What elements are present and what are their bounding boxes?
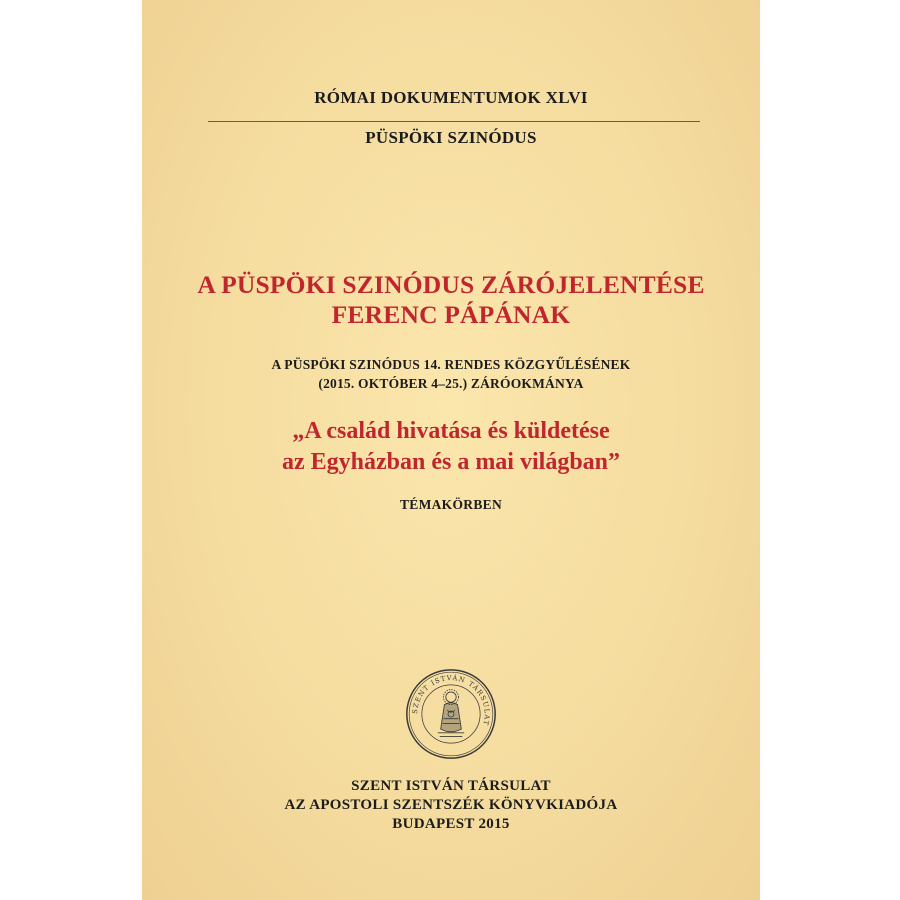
document-description-line-1: A PÜSPÖKI SZINÓDUS 14. RENDES KÖZGYŰLÉSÉNEK <box>271 357 631 372</box>
publisher-description: AZ APOSTOLI SZENTSZÉK KÖNYVKIADÓJA <box>284 797 618 813</box>
document-description-line-2: (2015. OKTÓBER 4–25.) ZÁRÓOKMÁNYA <box>318 376 584 391</box>
main-title <box>142 270 760 330</box>
header-divider <box>208 121 700 122</box>
theme-label: TÉMAKÖRBEN <box>399 497 502 512</box>
quoted-theme-title <box>142 416 760 478</box>
series-subtitle: PÜSPÖKI SZINÓDUS <box>365 128 537 147</box>
publisher-seal-icon <box>404 667 498 761</box>
book-cover <box>142 0 760 900</box>
publisher-block <box>142 777 760 834</box>
seal-ring-text: SZENT ISTVÁN TÁRSULAT <box>411 674 491 727</box>
quoted-theme-line-1: „A család hivatása és küldetése <box>292 418 610 444</box>
main-title-line-1: A PÜSPÖKI SZINÓDUS ZÁRÓJELENTÉSE <box>197 270 705 299</box>
document-description <box>142 355 760 393</box>
series-title: RÓMAI DOKUMENTUMOK XLVI <box>314 88 588 107</box>
publication-place-year: BUDAPEST 2015 <box>392 816 510 832</box>
main-title-line-2: FERENC PÁPÁNAK <box>331 300 571 329</box>
quoted-theme-line-2: az Egyházban és a mai világban” <box>281 449 621 475</box>
publisher-name: SZENT ISTVÁN TÁRSULAT <box>351 778 551 794</box>
